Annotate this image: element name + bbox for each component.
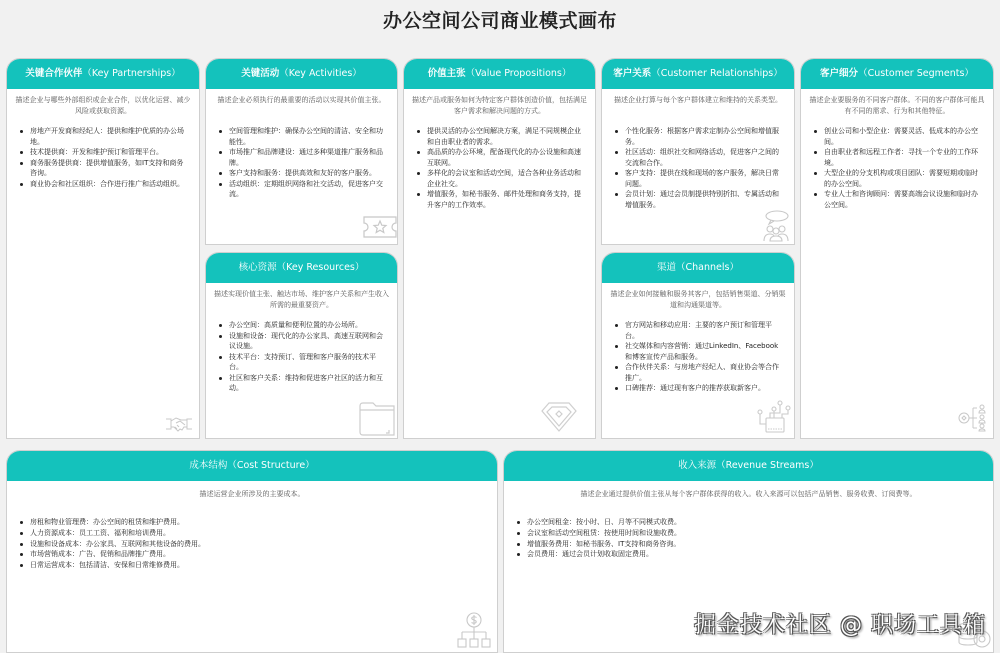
handshake-icon [165,414,193,434]
page-title: 办公空间公司商业模式画布 [382,10,617,32]
card-header [7,451,497,481]
list-item: 社交媒体和内容营销：通过LinkedIn、Facebook和博客宣传产品和服务。 [614,341,784,362]
card-key-resources [205,252,398,439]
list-item: 人力资源成本：员工工资、福利和培训费用。 [19,528,487,539]
card-title-en: （Value Propositions） [465,68,572,79]
list-item: 客户支持和服务：提供高效和友好的客户服务。 [218,168,387,179]
card-header [7,59,199,89]
list-item: 会议室和活动空间租赁：按使用时间和设施收费。 [516,528,983,539]
card-title: 收入来源 [678,460,717,471]
card-description: 描述企业如何接触和服务其客户，包括销售渠道、分销渠道和沟通渠道等。 [610,290,786,309]
list-item: 会员计划：通过会员制提供特别折扣、专属活动和增值服务。 [614,189,784,210]
list-item: 提供灵活的办公空间解决方案，满足不同规模企业和自由职业者的需求。 [416,126,585,147]
card-list [404,126,595,210]
card-header [801,59,993,89]
list-item: 口碑推荐：通过现有客户的推荐获取新客户。 [614,383,784,394]
list-item: 设施和设备成本：办公家具、互联网和其他设备的费用。 [19,539,487,550]
card-title-en: （Key Partnerships） [82,68,181,79]
card-list [7,126,199,189]
folder-icon [359,402,395,436]
card-header [602,253,794,283]
list-item: 增值服务费用：如秘书服务、IT支持和商务咨询。 [516,539,983,550]
card-description: 描述企业通过提供价值主张从每个客户群体获得的收入。收入来源可以包括产品销售、服务收费、订阅费等。 [580,490,917,498]
card-title-en: （Cost Structure） [227,460,315,471]
list-item: 社区活动：组织社交和网络活动，促进客户之间的交流和合作。 [614,147,784,168]
list-item: 活动组织：定期组织网络和社交活动，促进客户交流。 [218,179,387,200]
list-item: 房地产开发商和经纪人：提供和维护优质的办公场地。 [19,126,189,147]
card-title-en: （Key Activities） [279,68,362,79]
list-item: 大型企业的分支机构或项目团队：需要短期或临时的办公空间。 [813,168,983,189]
ticket-star-icon [363,216,397,238]
list-item: 官方网站和移动应用：主要的客户预订和管理平台。 [614,320,784,341]
card-list [801,126,993,210]
list-item: 技术提供商：开发和维护预订和管理平台。 [19,147,189,158]
card-title: 关键活动 [241,68,280,79]
card-header [602,59,794,89]
list-item: 空间管理和维护：确保办公空间的清洁、安全和功能性。 [218,126,387,147]
list-item: 房租和物业管理费：办公空间的租赁和维护费用。 [19,517,487,528]
card-title-en: （Revenue Streams） [716,460,819,471]
card-description: 描述产品或服务如何为特定客户群体创造价值，包括满足客户需求和解决问题的方式。 [412,96,587,115]
list-item: 专业人士和咨询顾问：需要高端会议设施和临时办公空间。 [813,189,983,210]
card-customer-relationships [601,58,795,245]
card-header [404,59,595,89]
dollar-hierarchy-icon [457,612,491,648]
card-list [602,126,794,210]
watermark: 掘金技术社区 @ 职场工具箱 [694,613,986,638]
list-item: 高品质的办公环境，配备现代化的办公设施和高速互联网。 [416,147,585,168]
card-description: 描述企业要服务的不同客户群体。不同的客户群体可能具有不同的需求、行为和其他特征。 [809,96,985,115]
card-title-en: （Key Resources） [276,262,365,273]
list-item: 创业公司和小型企业：需要灵活、低成本的办公空间。 [813,126,983,147]
card-list [206,126,397,200]
card-description: 描述企业与哪些外部组织或企业合作，以优化运营、减少风险或获取资源。 [15,96,191,115]
card-description: 描述运营企业所涉及的主要成本。 [199,490,305,498]
card-title: 核心资源 [238,262,277,273]
list-item: 多样化的会议室和活动空间，适合各种业务活动和企业社交。 [416,168,585,189]
card-header [206,253,397,283]
list-item: 商务服务提供商：提供增值服务，如IT支持和商务咨询。 [19,158,189,179]
card-title-en: （Channels） [676,262,739,273]
list-item: 市场推广和品牌建设：通过多种渠道推广服务和品牌。 [218,147,387,168]
diamond-icon [541,402,577,432]
card-channels [601,252,795,439]
card-list [206,320,397,394]
card-list [7,517,497,571]
card-list [602,320,794,394]
card-title: 渠道 [657,262,677,273]
list-item: 客户支持：提供在线和现场的客户服务，解决日常问题。 [614,168,784,189]
list-item: 自由职业者和远程工作者：寻找一个专业的工作环境。 [813,147,983,168]
list-item: 会员费用：通过会员计划收取固定费用。 [516,549,983,560]
card-description: 描述实现价值主张、触达市场、维护客户关系和产生收入所需的最重要资产。 [214,290,389,309]
list-item: 合作伙伴关系：与房地产经纪人、商业协会等合作推广。 [614,362,784,383]
list-item: 设施和设备：现代化的办公家具、高速互联网和会议设施。 [218,331,387,352]
list-item: 日常运营成本：包括清洁、安保和日常维修费用。 [19,560,487,571]
card-cost-structure [6,450,498,653]
card-title: 价值主张 [427,68,466,79]
card-description: 描述企业打算与每个客户群体建立和维持的关系类型。 [614,96,782,104]
list-item: 技术平台：支持预订、管理和客户服务的技术平台。 [218,352,387,373]
card-value-propositions [403,58,596,439]
list-item: 商业协会和社区组织：合作进行推广和活动组织。 [19,179,189,190]
card-description: 描述企业必须执行的最重要的活动以实现其价值主张。 [217,96,386,104]
segment-users-icon [957,404,989,432]
card-header [206,59,397,89]
card-title-en: （Customer Segments） [858,68,974,79]
list-item: 市场营销成本：广告、促销和品牌推广费用。 [19,549,487,560]
list-item: 社区和客户关系：维持和促进客户社区的活力和互动。 [218,373,387,394]
card-title: 成本结构 [189,460,228,471]
card-title: 客户细分 [820,68,859,79]
card-title-en: （Customer Relationships） [651,68,783,79]
card-key-activities [205,58,398,245]
card-list [504,517,993,560]
list-item: 办公空间：高质量和便利位置的办公场所。 [218,320,387,331]
people-chat-icon [762,210,790,242]
list-item: 个性化服务：根据客户需求定制办公空间和增值服务。 [614,126,784,147]
list-item: 办公空间租金：按小时、日、月等不同模式收费。 [516,517,983,528]
card-customer-segments [800,58,994,439]
network-monitor-icon [756,400,792,436]
card-title: 客户关系 [613,68,652,79]
list-item: 增值服务，如秘书服务、邮件处理和商务支持，提升客户的工作效率。 [416,189,585,210]
card-title: 关键合作伙伴 [25,68,83,79]
card-header [504,451,993,481]
card-key-partnerships [6,58,200,439]
